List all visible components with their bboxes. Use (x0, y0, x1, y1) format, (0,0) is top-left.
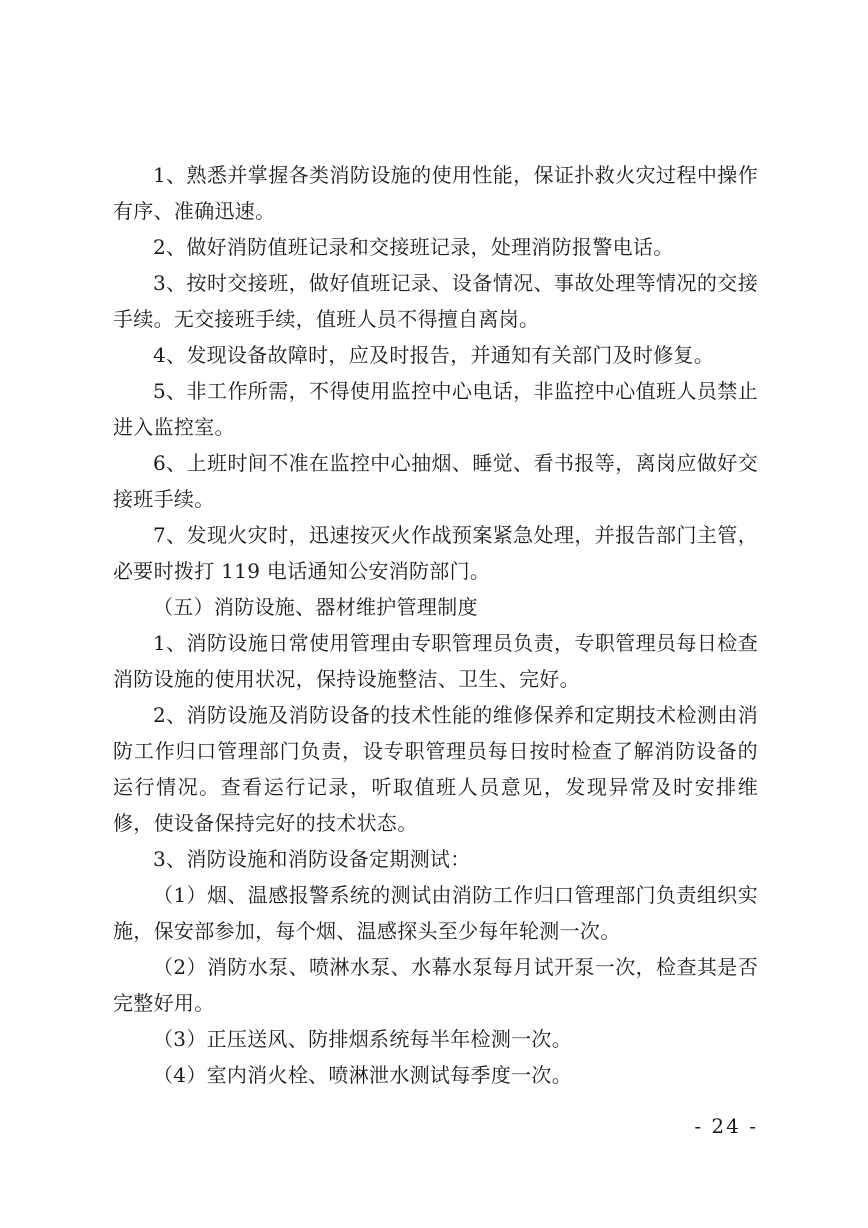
page-number: - 24 - (694, 1114, 758, 1138)
paragraph-duty-5: 5、非工作所需，不得使用监控中心电话，非监控中心值班人员禁止进入监控室。 (113, 379, 758, 439)
paragraph-duty-7: 7、发现火灾时，迅速按灭火作战预案紧急处理，并报告部门主管，必要时拨打 119 电话通知公安消防部门。 (113, 523, 758, 583)
paragraph-test-1: （1）烟、温感报警系统的测试由消防工作归口管理部门负责组织实施，保安部参加，每个烟、温感探头至少每年轮测一次。 (113, 883, 758, 943)
paragraph-test-4: （4）室内消火栓、喷淋泄水测试每季度一次。 (153, 1063, 573, 1087)
section-heading: （五）消防设施、器材维护管理制度 (153, 595, 478, 619)
paragraph-duty-2: 2、做好消防值班记录和交接班记录，处理消防报警电话。 (153, 235, 674, 259)
paragraph-duty-4: 4、发现设备故障时，应及时报告，并通知有关部门及时修复。 (153, 343, 715, 367)
paragraph-maintenance-3: 3、消防设施和消防设备定期测试： (153, 847, 471, 871)
paragraph-maintenance-1: 1、消防设施日常使用管理由专职管理员负责，专职管理员每日检查消防设施的使用状况，保持设施整洁、卫生、完好。 (113, 631, 758, 691)
paragraph-test-2: （2）消防水泵、喷淋水泵、水幕水泵每月试开泵一次，检查其是否完整好用。 (113, 955, 758, 1015)
paragraph-duty-1: 1、熟悉并掌握各类消防设施的使用性能，保证扑救火灾过程中操作有序、准确迅速。 (113, 163, 758, 223)
document-body (113, 157, 758, 1093)
paragraph-duty-6: 6、上班时间不准在监控中心抽烟、睡觉、看书报等，离岗应做好交接班手续。 (113, 451, 758, 511)
paragraph-maintenance-2: 2、消防设施及消防设备的技术性能的维修保养和定期技术检测由消防工作归口管理部门负责，设专职管理员每日按时检查了解消防设备的运行情况。查看运行记录，听取值班人员意见，发现异常及时安排维修，使设备保持完好的技术状态。 (113, 703, 758, 835)
paragraph-duty-3: 3、按时交接班，做好值班记录、设备情况、事故处理等情况的交接手续。无交接班手续，值班人员不得擅自离岗。 (113, 271, 758, 331)
paragraph-test-3: （3）正压送风、防排烟系统每半年检测一次。 (153, 1027, 573, 1051)
